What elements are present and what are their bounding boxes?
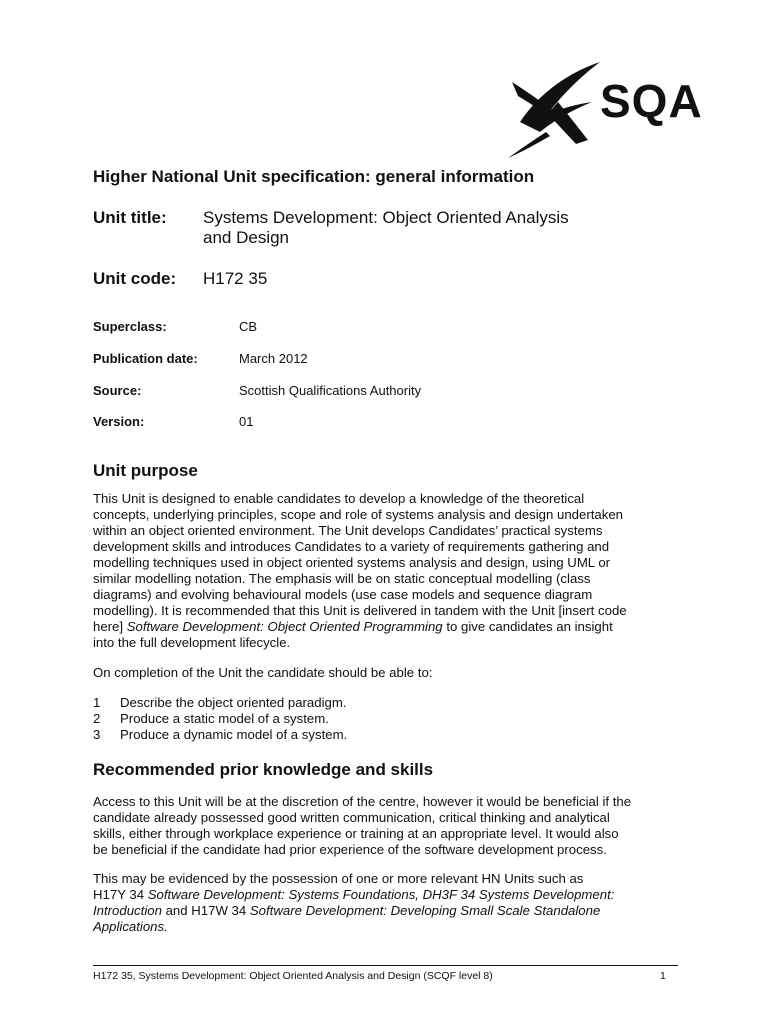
- unit-title-value: [203, 208, 623, 248]
- superclass-label: Superclass:: [93, 319, 167, 334]
- paragraph-line: modelling techniques used in object oriented systems analysis and design, using UML or: [93, 555, 611, 570]
- page-title: Higher National Unit specification: general information: [93, 167, 535, 186]
- unit-code-label: Unit code:: [93, 269, 177, 288]
- paragraph-line: candidate already possessed good written communication, critical thinking and analytical: [93, 810, 610, 825]
- completion-intro: On completion of the Unit the candidate should be able to:: [93, 665, 433, 680]
- paragraph-line: modelling). It is recommended that this Unit is delivered in tandem with the Unit [insert code: [93, 603, 627, 618]
- superclass-value: CB: [239, 319, 258, 334]
- paragraph-line: be beneficial if the candidate had prior experience of the software development process.: [93, 842, 607, 857]
- paragraph-line: development skills and introduces Candidates to a variety of requirements gathering and: [93, 539, 610, 554]
- paragraph-line: [93, 903, 693, 919]
- paragraph-line: concepts, underlying principles, scope and role of systems analysis and design undertaken: [93, 507, 624, 522]
- paragraph-line: This may be evidenced by the possession of one or more relevant HN Units such as: [93, 871, 584, 886]
- prior-knowledge-paragraph: [93, 794, 693, 858]
- paragraph-line: [93, 919, 693, 935]
- list-item: [93, 711, 653, 727]
- text-run: and H17W 34: [161, 903, 250, 918]
- page-number: 1: [660, 970, 666, 982]
- italic-unit-name: Introduction: [93, 903, 162, 918]
- italic-unit-name: Software Development: Object Oriented Programming: [126, 619, 443, 634]
- version-label: Version:: [93, 414, 145, 429]
- footer-text: H172 35, Systems Development: Object Oriented Analysis and Design (SCQF level 8): [93, 970, 493, 982]
- source-label: Source:: [93, 383, 142, 398]
- unit-title-line-2: and Design: [203, 228, 290, 247]
- outcomes-list: [93, 695, 653, 743]
- text-run: here]: [93, 619, 127, 634]
- text-run: to give candidates an insight: [442, 619, 613, 634]
- text-run: H17Y 34: [93, 887, 148, 902]
- italic-unit-name: Software Development: Developing Small Scale Standalone: [249, 903, 601, 918]
- evidence-paragraph: [93, 871, 693, 935]
- paragraph-line: [93, 887, 693, 903]
- publication-date-value: March 2012: [239, 351, 308, 366]
- paragraph-line: [93, 619, 693, 635]
- paragraph-line: similar modelling notation. The emphasis will be on static conceptual modelling (class: [93, 571, 591, 586]
- source-value: Scottish Qualifications Authority: [239, 383, 422, 398]
- paragraph-line: skills, either through workplace experience or training at an appropriate level. It would also: [93, 826, 619, 841]
- paragraph-line: This Unit is designed to enable candidates to develop a knowledge of the theoretical: [93, 491, 585, 506]
- prior-knowledge-heading: Recommended prior knowledge and skills: [93, 760, 434, 779]
- footer-divider: [93, 965, 678, 966]
- list-text: Describe the object oriented paradigm.: [120, 695, 347, 710]
- unit-title-label: Unit title:: [93, 208, 167, 227]
- list-text: Produce a dynamic model of a system.: [120, 727, 348, 742]
- unit-title-line-1: Systems Development: Object Oriented Analysis: [203, 208, 569, 227]
- version-value: 01: [239, 414, 254, 429]
- list-item: [93, 727, 653, 743]
- paragraph-line: into the full development lifecycle.: [93, 635, 291, 650]
- publication-date-label: Publication date:: [93, 351, 198, 366]
- paragraph-line: Access to this Unit will be at the discretion of the centre, however it would be beneficial if the: [93, 794, 632, 809]
- unit-code-value: H172 35: [203, 269, 268, 288]
- logo-text: SQA: [600, 75, 703, 127]
- unit-purpose-paragraph: [93, 491, 693, 651]
- list-text: Produce a static model of a system.: [120, 711, 329, 726]
- unit-purpose-heading: Unit purpose: [93, 461, 198, 480]
- list-number: 2: [93, 711, 101, 726]
- list-number: 1: [93, 695, 101, 710]
- list-number: 3: [93, 727, 101, 742]
- italic-unit-name: Applications.: [93, 919, 168, 934]
- italic-unit-name: Software Development: Systems Foundations, DH3F 34 Systems Development:: [147, 887, 615, 902]
- list-item: [93, 695, 653, 711]
- paragraph-line: diagrams) and evolving behavioural models (use case models and sequence diagram: [93, 587, 593, 602]
- paragraph-line: within an object oriented environment. The Unit develops Candidates’ practical systems: [93, 523, 603, 538]
